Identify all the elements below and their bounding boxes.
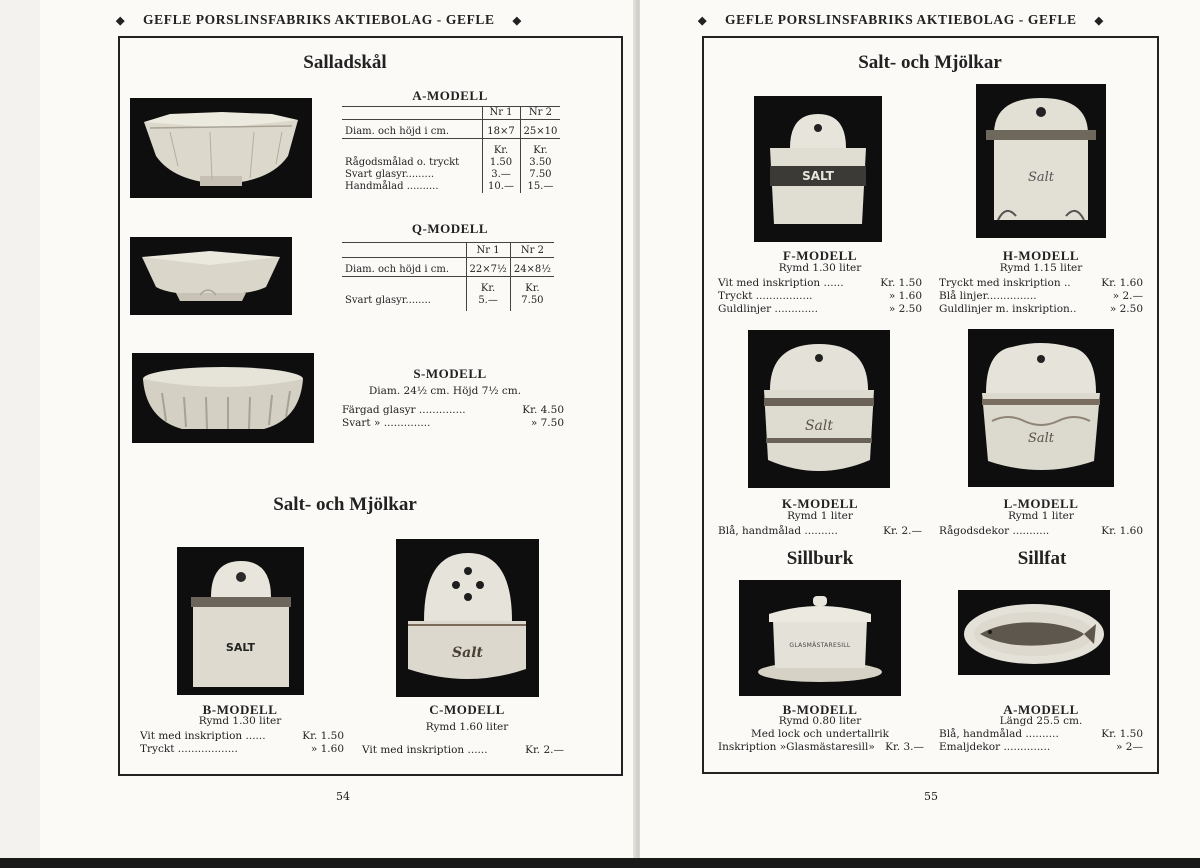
capacity-text: Rymd 0.80 liter — [778, 715, 862, 727]
jar-inscription: Salt — [452, 645, 483, 661]
price-value: » 2.50 — [888, 303, 922, 315]
row-label: Vit med inskription ...... — [718, 277, 844, 289]
price-list — [939, 277, 1143, 316]
price-value: 5.— — [466, 295, 510, 311]
price-value: » 2.50 — [1109, 303, 1143, 315]
model-label: A-MODELL — [412, 88, 488, 103]
jar-inscription: GLASMÄSTARESILL — [789, 642, 851, 649]
price-value: Kr. 2.— — [883, 525, 922, 537]
price-list — [140, 730, 344, 756]
capacity-text: Rymd 1.30 liter — [778, 262, 862, 274]
length-text: Längd 25.5 cm. — [999, 715, 1083, 727]
price-value: » 1.60 — [888, 290, 922, 302]
currency-label: Kr. — [466, 277, 510, 296]
right-page — [640, 0, 1200, 860]
q-model-price-table — [342, 242, 554, 311]
salt-jar-l-photo — [968, 329, 1114, 487]
price-value: » 2— — [1116, 741, 1143, 753]
capacity-text: Rymd 1.60 liter — [425, 721, 509, 733]
row-label: Tryckt .................. — [140, 743, 238, 755]
running-head — [116, 12, 522, 28]
herring-dish-photo — [958, 590, 1110, 675]
price-value: 7.50 — [510, 295, 554, 311]
section-title: Sillfat — [1017, 548, 1067, 569]
model-label: S-MODELL — [413, 366, 487, 381]
cell-value: 24×8½ — [510, 258, 554, 277]
model-label: B-MODELL — [202, 702, 278, 717]
model-label: C-MODELL — [429, 702, 505, 717]
section-title: Salt- och Mjölkar — [858, 52, 1002, 73]
column-header: Nr 2 — [520, 107, 560, 120]
row-label: Vit med inskription ...... — [140, 730, 266, 742]
diamond-icon: ◆ — [698, 15, 708, 27]
price-value: Kr. 1.60 — [1101, 277, 1143, 289]
row-label: Svart » .............. — [342, 417, 431, 429]
salt-jar-f-photo — [754, 96, 882, 242]
row-label: Svart glasyr......... — [345, 169, 435, 180]
row-label: Diam. och höjd i cm. — [342, 120, 482, 139]
price-list — [718, 525, 922, 538]
model-label: H-MODELL — [1002, 248, 1080, 263]
price-value: 7.50 — [520, 169, 560, 181]
salad-bowl-a-photo — [130, 98, 312, 198]
price-value: Kr. 1.50 — [880, 277, 922, 289]
price-value: » 7.50 — [530, 417, 564, 429]
row-label: Diam. och höjd i cm. — [342, 258, 466, 277]
row-label: Vit med inskription ...... — [362, 744, 488, 756]
capacity-text: Rymd 1.30 liter — [198, 715, 282, 727]
row-label: Rågodsdekor ........... — [939, 525, 1050, 537]
page-edge — [0, 0, 42, 860]
jar-inscription: SALT — [802, 169, 834, 183]
herring-jar-photo — [739, 580, 901, 696]
model-label: F-MODELL — [782, 248, 858, 263]
capacity-text: Rymd 1 liter — [787, 510, 853, 522]
price-value: 3.— — [482, 169, 520, 181]
model-label: L-MODELL — [1003, 496, 1079, 511]
model-label: Q-MODELL — [411, 221, 489, 236]
price-list — [362, 744, 564, 757]
price-value: Kr. 1.50 — [302, 730, 344, 742]
page-number: 54 — [336, 790, 350, 803]
diamond-icon: ◆ — [512, 15, 522, 27]
salad-bowl-q-photo — [130, 237, 292, 315]
row-label: Rågodsmålad o. tryckt — [345, 157, 460, 168]
running-head-text: GEFLE PORSLINSFABRIKS AKTIEBOLAG - GEFLE — [143, 12, 495, 27]
row-label: Svart glasyr........ — [345, 295, 431, 306]
row-label: Blå, handmålad .......... — [718, 525, 838, 537]
section-title: Salladskål — [303, 52, 387, 73]
price-list — [718, 741, 924, 754]
salt-jar-b-photo — [177, 547, 304, 695]
price-list — [342, 404, 564, 430]
price-value: 1.50 — [482, 157, 520, 169]
jar-inscription: SALT — [225, 641, 256, 654]
price-list — [939, 525, 1143, 538]
salad-bowl-s-photo — [132, 353, 314, 443]
section-title: Salt- och Mjölkar — [273, 494, 417, 515]
price-list — [939, 728, 1143, 754]
row-label: Tryckt med inskription .. — [939, 277, 1071, 289]
a-model-price-table — [342, 106, 560, 193]
column-header: Nr 2 — [510, 243, 554, 258]
jar-inscription: Salt — [1027, 431, 1055, 446]
column-header: Nr 1 — [482, 107, 520, 120]
price-value: 10.— — [482, 181, 520, 193]
currency-label: Kr. — [520, 139, 560, 158]
row-label: Guldlinjer ............. — [718, 303, 818, 315]
cell-value: 18×7 — [482, 120, 520, 139]
left-page — [40, 0, 635, 860]
scan-border — [0, 858, 1200, 868]
row-label: Handmålad .......... — [345, 181, 439, 192]
price-value: Kr. 4.50 — [522, 404, 564, 416]
row-label: Tryckt ................. — [718, 290, 813, 302]
row-label: Guldlinjer m. inskription.. — [939, 303, 1077, 315]
salt-jar-k-photo — [748, 330, 890, 488]
running-head-text: GEFLE PORSLINSFABRIKS AKTIEBOLAG - GEFLE — [725, 12, 1077, 27]
column-header: Nr 1 — [466, 243, 510, 258]
dimensions-text: Diam. 24½ cm. Höjd 7½ cm. — [368, 385, 522, 397]
currency-label: Kr. — [482, 139, 520, 158]
currency-label: Kr. — [510, 277, 554, 296]
row-label: Blå, handmålad .......... — [939, 728, 1059, 740]
cell-value: 25×10 — [520, 120, 560, 139]
note-text: Med lock och undertallrik — [750, 728, 889, 740]
diamond-icon: ◆ — [116, 15, 126, 27]
salt-jar-h-photo — [976, 84, 1106, 238]
price-value: 15.— — [520, 181, 560, 193]
capacity-text: Rymd 1.15 liter — [999, 262, 1083, 274]
price-value: 3.50 — [520, 157, 560, 169]
price-value: Kr. 1.60 — [1101, 525, 1143, 537]
row-label: Emaljdekor .............. — [939, 741, 1051, 753]
section-title: Sillburk — [786, 548, 854, 569]
running-head — [698, 12, 1104, 28]
price-value: » 1.60 — [310, 743, 344, 755]
price-value: Kr. 2.— — [525, 744, 564, 756]
salt-jar-c-photo — [396, 539, 539, 697]
price-value: Kr. 1.50 — [1101, 728, 1143, 740]
model-label: B-MODELL — [782, 702, 858, 717]
model-label: K-MODELL — [781, 496, 859, 511]
model-label: A-MODELL — [1003, 702, 1079, 717]
row-label: Inskription »Glasmästaresill» — [718, 741, 875, 753]
cell-value: 22×7½ — [466, 258, 510, 277]
price-list — [718, 277, 922, 316]
jar-inscription: Salt — [1027, 170, 1055, 185]
price-value: Kr. 3.— — [885, 741, 924, 753]
price-value: » 2.— — [1112, 290, 1143, 302]
diamond-icon: ◆ — [1094, 15, 1104, 27]
jar-inscription: Salt — [804, 418, 834, 434]
capacity-text: Rymd 1 liter — [1008, 510, 1074, 522]
page-number: 55 — [924, 790, 938, 803]
row-label: Färgad glasyr .............. — [342, 404, 466, 416]
row-label: Blå linjer............... — [939, 290, 1037, 302]
